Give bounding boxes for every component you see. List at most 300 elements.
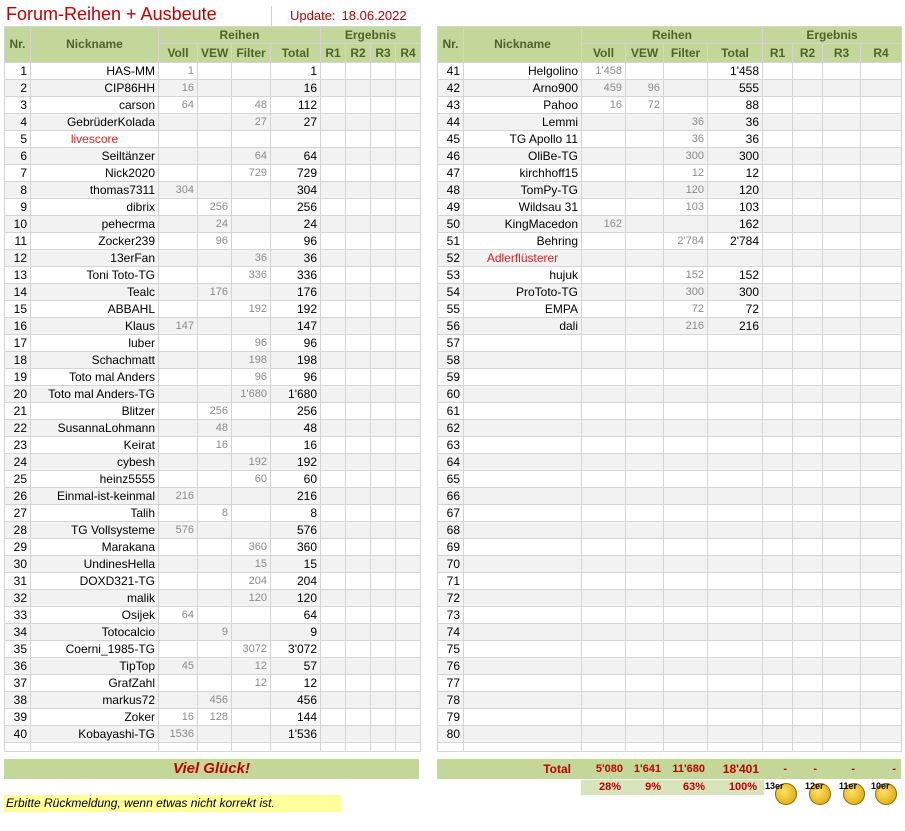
row-r2 [346,539,371,556]
row-voll [582,250,626,267]
spacer-cell [396,743,421,752]
row-r2 [793,301,823,318]
row-r4 [396,590,421,607]
row-r1 [321,522,346,539]
row-r1 [763,386,793,403]
row-r2 [346,658,371,675]
row-r2 [793,488,823,505]
row-r3 [371,709,396,726]
table-row [5,369,421,386]
row-voll: 162 [582,216,626,233]
row-nr: 33 [5,607,31,624]
total-total: 18'401 [722,762,759,776]
row-r1 [321,607,346,624]
row-nr: 75 [438,641,464,658]
row-r1 [321,97,346,114]
row-r2 [793,420,823,437]
row-r3 [823,471,861,488]
row-voll [582,658,626,675]
row-vew [198,250,232,267]
row-r4 [396,573,421,590]
row-r1 [763,250,793,267]
row-nr: 16 [5,318,31,335]
row-r2 [793,607,823,624]
table-row [438,386,902,403]
row-nickname: Toto mal Anders [31,369,159,386]
row-total: 120 [271,590,321,607]
row-r4 [396,556,421,573]
table-row [438,607,902,624]
row-nr: 79 [438,709,464,726]
row-nr: 3 [5,97,31,114]
table-row [5,454,421,471]
row-vew [626,420,664,437]
row-vew [626,539,664,556]
row-nr: 29 [5,539,31,556]
row-voll [159,539,198,556]
row-total: 176 [271,284,321,301]
spacer-cell [321,743,346,752]
row-nr: 13 [5,267,31,284]
row-filter: 96 [232,335,271,352]
row-nickname [464,352,582,369]
row-r2 [793,284,823,301]
row-nickname: ABBAHL [31,301,159,318]
row-vew [626,726,664,743]
row-r1 [321,216,346,233]
row-nr: 56 [438,318,464,335]
row-r3 [371,420,396,437]
row-r1 [763,709,793,726]
row-nr: 10 [5,216,31,233]
row-r1 [321,556,346,573]
row-r1 [321,573,346,590]
row-vew [198,607,232,624]
row-r2 [346,420,371,437]
row-r2 [346,488,371,505]
row-vew [626,386,664,403]
row-nr: 6 [5,148,31,165]
row-nr: 4 [5,114,31,131]
row-r2 [793,318,823,335]
left-col-r3: R3 [371,44,396,63]
row-vew [626,658,664,675]
row-vew [198,675,232,692]
spacer-cell [793,743,823,752]
row-voll [159,267,198,284]
row-r2 [346,607,371,624]
row-r3 [823,658,861,675]
row-r3 [371,199,396,216]
table-row [5,658,421,675]
right-col-total: Total [708,44,763,63]
spacer-cell [823,743,861,752]
row-filter [664,590,708,607]
row-r2 [793,624,823,641]
row-r2 [793,522,823,539]
row-vew [626,675,664,692]
row-total: 36 [708,131,763,148]
row-r3 [371,318,396,335]
row-nickname [464,522,582,539]
row-nr: 25 [5,471,31,488]
row-total: 1'536 [271,726,321,743]
row-r3 [823,505,861,522]
row-voll [582,131,626,148]
spacer-cell [664,743,708,752]
row-r4 [396,165,421,182]
row-vew [626,182,664,199]
row-nickname: CIP86HH [31,80,159,97]
row-vew [626,199,664,216]
row-r1 [321,352,346,369]
row-r3 [823,131,861,148]
spacer-cell [861,743,902,752]
row-r2 [346,505,371,522]
row-r2 [346,556,371,573]
row-nickname: Behring [464,233,582,250]
row-r2 [346,233,371,250]
row-vew [626,335,664,352]
table-row [438,352,902,369]
spacer-cell [438,743,464,752]
row-nickname [464,369,582,386]
row-voll: 16 [159,709,198,726]
row-total: 162 [708,216,763,233]
row-r2 [793,573,823,590]
row-nickname: Arno900 [464,80,582,97]
total-r4: - [892,763,896,775]
row-r1 [763,675,793,692]
row-r1 [321,114,346,131]
row-nickname: Seiltänzer [31,148,159,165]
row-r3 [371,522,396,539]
row-r2 [793,182,823,199]
row-r4 [861,522,902,539]
table-row [438,182,902,199]
row-nickname [464,556,582,573]
row-total: 120 [708,182,763,199]
row-r2 [793,709,823,726]
table-row [438,641,902,658]
row-total: 88 [708,97,763,114]
row-r4 [396,63,421,80]
row-vew [626,301,664,318]
row-total: 64 [271,148,321,165]
row-total: 96 [271,335,321,352]
total-r3: - [851,763,855,775]
spacer-cell [232,743,271,752]
row-filter [664,624,708,641]
total-r1: - [783,763,787,775]
table-row [5,471,421,488]
row-r2 [346,709,371,726]
row-r3 [371,216,396,233]
row-voll [582,590,626,607]
row-nr: 71 [438,573,464,590]
row-r2 [346,369,371,386]
row-r1 [321,148,346,165]
table-row [438,114,902,131]
row-total: 300 [708,148,763,165]
table-row [438,556,902,573]
row-r3 [823,624,861,641]
row-voll [582,335,626,352]
row-vew [626,165,664,182]
row-r4 [396,216,421,233]
row-r4 [396,386,421,403]
row-voll [582,709,626,726]
table-row [5,199,421,216]
row-filter [664,352,708,369]
row-r1 [763,726,793,743]
row-voll [582,199,626,216]
row-filter [664,522,708,539]
row-r4 [396,301,421,318]
row-nickname: Pahoo [464,97,582,114]
row-nr: 50 [438,216,464,233]
good-luck-banner: Viel Glück! [4,759,419,779]
row-r1 [321,335,346,352]
row-voll [159,454,198,471]
table-row [5,726,421,743]
row-vew [626,573,664,590]
row-filter [664,692,708,709]
spacer-cell [31,743,159,752]
row-nr: 69 [438,539,464,556]
row-r2 [793,437,823,454]
row-total: 12 [271,675,321,692]
row-filter [232,233,271,250]
table-row [438,692,902,709]
table-row [5,267,421,284]
row-nickname [464,641,582,658]
row-r2 [346,284,371,301]
row-r4 [861,352,902,369]
row-nr: 70 [438,556,464,573]
row-nickname: Keirat [31,437,159,454]
row-r3 [371,590,396,607]
row-filter: 60 [232,471,271,488]
icon-label-10er: 10er [871,781,890,791]
table-row [5,318,421,335]
row-r1 [763,471,793,488]
right-col-voll: Voll [582,44,626,63]
row-r1 [321,726,346,743]
row-nr: 80 [438,726,464,743]
row-r4 [396,488,421,505]
row-total: 3'072 [271,641,321,658]
row-nr: 2 [5,80,31,97]
row-voll [582,182,626,199]
row-r4 [396,131,421,148]
row-r3 [823,522,861,539]
row-r3 [371,131,396,148]
row-filter [664,658,708,675]
left-col-filter: Filter [232,44,271,63]
row-r2 [793,80,823,97]
row-total: 24 [271,216,321,233]
row-r1 [321,471,346,488]
row-filter: 27 [232,114,271,131]
row-vew [198,539,232,556]
row-r3 [371,165,396,182]
row-nr: 46 [438,148,464,165]
row-total [708,352,763,369]
table-row [438,505,902,522]
row-r3 [823,182,861,199]
row-filter: 729 [232,165,271,182]
row-filter: 12 [232,675,271,692]
row-voll: 304 [159,182,198,199]
table-row [438,148,902,165]
row-nr: 78 [438,692,464,709]
row-r1 [763,624,793,641]
row-voll [159,624,198,641]
row-vew [198,454,232,471]
row-filter [664,675,708,692]
pct-filter: 63% [682,781,705,793]
table-row [5,233,421,250]
row-total: 96 [271,369,321,386]
row-r1 [763,114,793,131]
row-r1 [321,233,346,250]
row-total: 36 [708,114,763,131]
row-vew [198,318,232,335]
row-total: 336 [271,267,321,284]
row-nickname: KingMacedon [464,216,582,233]
row-total: 1'680 [271,386,321,403]
row-nr: 48 [438,182,464,199]
row-r4 [861,165,902,182]
row-voll [582,573,626,590]
row-r4 [861,726,902,743]
row-r2 [346,182,371,199]
row-nr: 8 [5,182,31,199]
left-col-nickname: Nickname [31,27,159,63]
row-r2 [346,216,371,233]
row-vew [626,641,664,658]
row-vew [198,301,232,318]
row-vew [626,267,664,284]
left-col-nr: Nr. [5,27,31,63]
row-r2 [793,131,823,148]
row-r4 [396,539,421,556]
row-r2 [346,318,371,335]
row-r1 [763,301,793,318]
row-r2 [346,573,371,590]
table-row [438,335,902,352]
row-nr: 74 [438,624,464,641]
row-filter: 192 [232,454,271,471]
row-r2 [793,403,823,420]
percentage-row [581,780,764,795]
row-nickname: Wildsau 31 [464,199,582,216]
row-total [708,624,763,641]
row-total: 27 [271,114,321,131]
row-total: 103 [708,199,763,216]
row-r4 [861,709,902,726]
row-r4 [396,97,421,114]
row-r2 [346,454,371,471]
row-vew [626,131,664,148]
row-r2 [793,471,823,488]
row-r4 [861,556,902,573]
update-label: Update: [290,8,336,23]
row-r4 [861,301,902,318]
left-col-vew: VEW [198,44,232,63]
row-voll [582,114,626,131]
row-r2 [793,386,823,403]
row-r1 [763,556,793,573]
table-row [438,165,902,182]
total-row [437,759,901,779]
right-table [437,26,902,752]
row-nickname: pehecrma [31,216,159,233]
icon-label-12er: 12er [805,781,824,791]
row-r1 [321,369,346,386]
row-r2 [346,692,371,709]
row-total: 36 [271,250,321,267]
row-nickname: dali [464,318,582,335]
row-r3 [823,148,861,165]
row-r2 [793,233,823,250]
row-voll [159,641,198,658]
row-r4 [861,97,902,114]
row-r3 [823,726,861,743]
row-r4 [861,250,902,267]
row-total: 300 [708,284,763,301]
row-r3 [371,488,396,505]
row-r2 [793,352,823,369]
row-r4 [861,199,902,216]
row-voll [159,148,198,165]
row-vew [626,250,664,267]
row-r4 [396,318,421,335]
row-r4 [396,233,421,250]
row-vew: 176 [198,284,232,301]
row-total: 60 [271,471,321,488]
row-voll [582,556,626,573]
row-r4 [861,505,902,522]
row-vew [626,454,664,471]
row-total: 729 [271,165,321,182]
row-nickname [464,692,582,709]
row-total [271,131,321,148]
row-r4 [396,335,421,352]
table-row [438,369,902,386]
row-voll [159,692,198,709]
right-group-ergebnis: Ergebnis [763,27,902,44]
row-r2 [346,335,371,352]
row-filter [664,420,708,437]
row-r2 [346,403,371,420]
row-nickname: Toto mal Anders-TG [31,386,159,403]
total-label: Total [543,762,571,776]
row-nr: 30 [5,556,31,573]
row-r1 [321,267,346,284]
row-nr: 47 [438,165,464,182]
row-r4 [861,454,902,471]
row-r4 [861,114,902,131]
row-nickname: Klaus [31,318,159,335]
table-row [438,454,902,471]
row-r2 [346,386,371,403]
row-nickname [464,709,582,726]
row-total: 204 [271,573,321,590]
row-r4 [396,675,421,692]
row-r3 [823,641,861,658]
